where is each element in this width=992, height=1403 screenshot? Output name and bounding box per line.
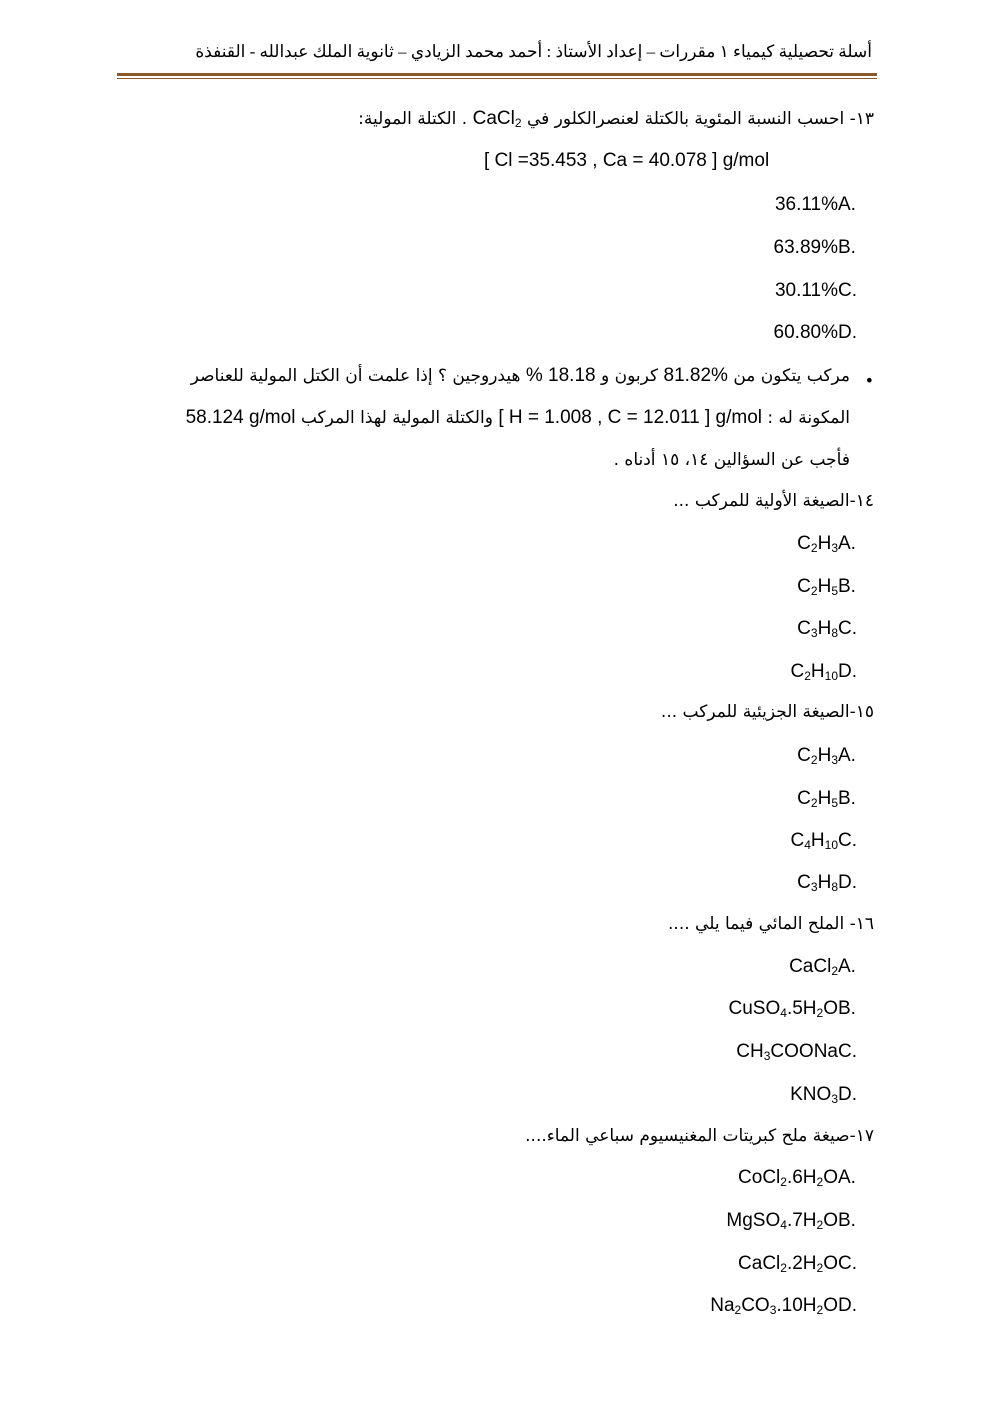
q13-option-a[interactable]: 36.11%A. [774, 194, 856, 215]
question-13-masses: [ Cl =35.453 , Ca = 40.078 ] g/mol [484, 150, 770, 171]
q16-option-a[interactable]: CaCl$_2$A. [789, 956, 856, 978]
q13-option-d[interactable]: 60.80%D. [773, 322, 857, 343]
q16-option-d[interactable]: $KNO_3D$. [790, 1084, 857, 1106]
q15-option-d[interactable]: $C_3H_8D$. [797, 872, 857, 894]
q13-option-b[interactable]: 63.89%B. [773, 237, 856, 258]
header-rule-thick [117, 73, 877, 76]
q16-option-c[interactable]: $CH_3COONaC$. [736, 1041, 857, 1063]
question-15-title: ١٥-الصيغة الجزيئية للمركب ... [660, 702, 874, 722]
q14-option-d[interactable]: $C_2H_{10}D$. [790, 661, 857, 683]
compound-line-3: فأجب عن السؤالين ١٤، ١٥ أدناه . [613, 450, 850, 470]
q17-option-b[interactable]: $MgSO_4.7H_2OB$. [726, 1210, 856, 1232]
question-13-text: ١٣- احسب النسبة المئوية بالكتلة لعنصرالكلور في CaCl$_2$ . الكتلة المولية: [358, 108, 874, 130]
q13-option-c[interactable]: 30.11%C. [774, 280, 857, 301]
q17-option-a[interactable]: $CoCl_2.6H_2OA$. [738, 1167, 856, 1189]
q15-option-b[interactable]: $C_2H_5B$. [797, 788, 856, 810]
q14-option-a[interactable]: $C_2H_3A$. [797, 533, 856, 555]
page-header: أسلة تحصيلية كيمياء ١ مقررات – إعداد الأستاذ : أحمد محمد الزيادي – ثانوية الملك عبدالله - القنفذة [195, 42, 872, 61]
q17-option-c[interactable]: $CaCl_2.2H_2OC$. [738, 1253, 857, 1275]
q15-option-c[interactable]: $C_4H_{10}C$. [790, 830, 857, 852]
q15-option-a[interactable]: $C_2H_3A$. [797, 745, 856, 767]
question-14-title: ١٤-الصيغة الأولية للمركب ... [673, 491, 874, 511]
formula-cacl2: CaCl$_2$ [472, 108, 522, 130]
q14-option-c[interactable]: $C_3H_8C$. [797, 618, 857, 640]
q17-option-d[interactable]: $Na_2CO_3.10H_2OD$. [710, 1295, 857, 1317]
question-16-title: ١٦- الملح المائي فيما يلي .... [668, 914, 874, 934]
bullet-icon: • [864, 371, 874, 390]
compound-line-2: المكونة له : [ H = 1.008 , C = 12.011 ] g/mol والكتلة المولية لهذا المركب 58.124 g/mol [185, 407, 850, 428]
question-17-title: ١٧-صيغة ملح كبريتات المغنيسيوم سباعي الماء.... [525, 1126, 874, 1146]
q16-option-b[interactable]: $CuSO_4.5H_2OB$. [728, 998, 856, 1020]
compound-line-1: مركب يتكون من 81.82% كربون و % 18.18 هيدروجين ؟ إذا علمت أن الكتل المولية للعناصر [190, 365, 850, 386]
header-rule-thin [117, 78, 877, 79]
q14-option-b[interactable]: $C_2H_5B$. [797, 576, 856, 598]
